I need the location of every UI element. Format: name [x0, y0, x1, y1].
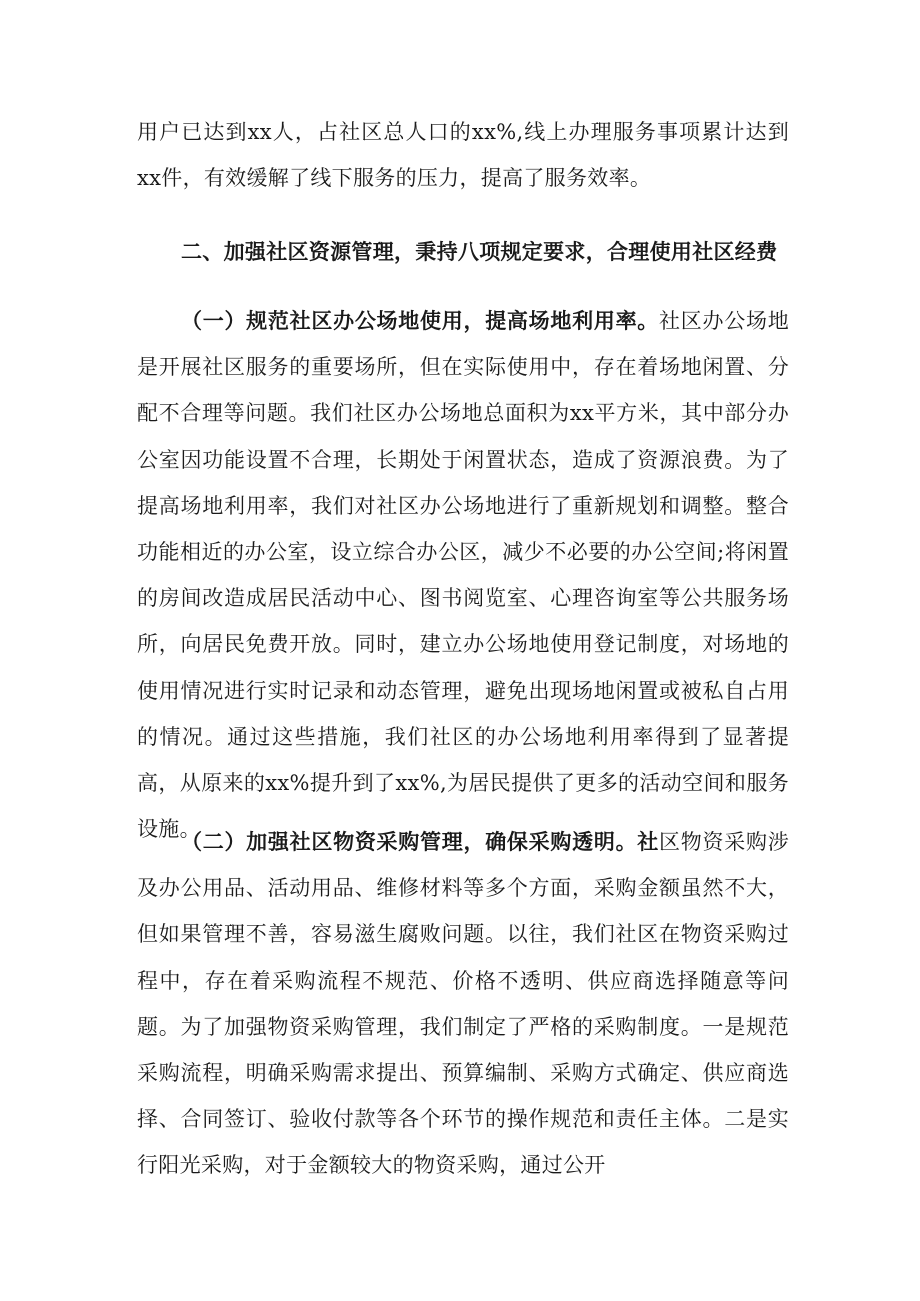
- intro-paragraph: [137, 109, 789, 201]
- subsection-2-lead: （二）加强社区物资采购管理，确保采购透明。社: [181, 829, 660, 854]
- section-heading: 二、加强社区资源管理，秉持八项规定要求，合理使用社区经费: [181, 239, 778, 264]
- subsection-2-paragraph: [137, 819, 789, 1189]
- intro-text: 用户已达到xx人，占社区总人口的xx%,线上办理服务事项累计达到xx件，有效缓解了线下服务的压力，提高了服务效率。: [137, 120, 789, 191]
- subsection-1-body: 社区办公场地是开展社区服务的重要场所，但在实际使用中，存在着场地闲置、分配不合理等问题。我们社区办公场地总面积为xx平方米，其中部分办公室因功能设置不合理，长期处于闲置状态，造成了资源浪费。为了提高场地利用率，我们对社区办公场地进行了重新规划和调整。整合功能相近的办公室，设立综合办公区，减少不必要的办公空间;将闲置的房间改造成居民活动中心、图书阅览室、心理咨询室等公共服务场所，向居民免费开放。同时，建立办公场地使用登记制度，对场地的使用情况进行实时记录和动态管理，避免出现场地闲置或被私自占用的情况。通过这些措施，我们社区的办公场地利用率得到了显著提高，从原来的xx%提升到了xx%,为居民提供了更多的活动空间和服务设施。: [137, 309, 789, 842]
- subsection-1-paragraph: [137, 298, 789, 852]
- subsection-2-body: 区物资采购涉及办公用品、活动用品、维修材料等多个方面，采购金额虽然不大，但如果管理不善，容易滋生腐败问题。以往，我们社区在物资采购过程中，存在着采购流程不规范、价格不透明、供应商选择随意等问题。为了加强物资采购管理，我们制定了严格的采购制度。一是规范采购流程，明确采购需求提出、预算编制、采购方式确定、供应商选择、合同签订、验收付款等各个环节的操作规范和责任主体。二是实行阳光采购，对于金额较大的物资采购，通过公开: [137, 830, 789, 1178]
- subsection-1-lead: （一）规范社区办公场地使用，提高场地利用率。: [181, 308, 660, 333]
